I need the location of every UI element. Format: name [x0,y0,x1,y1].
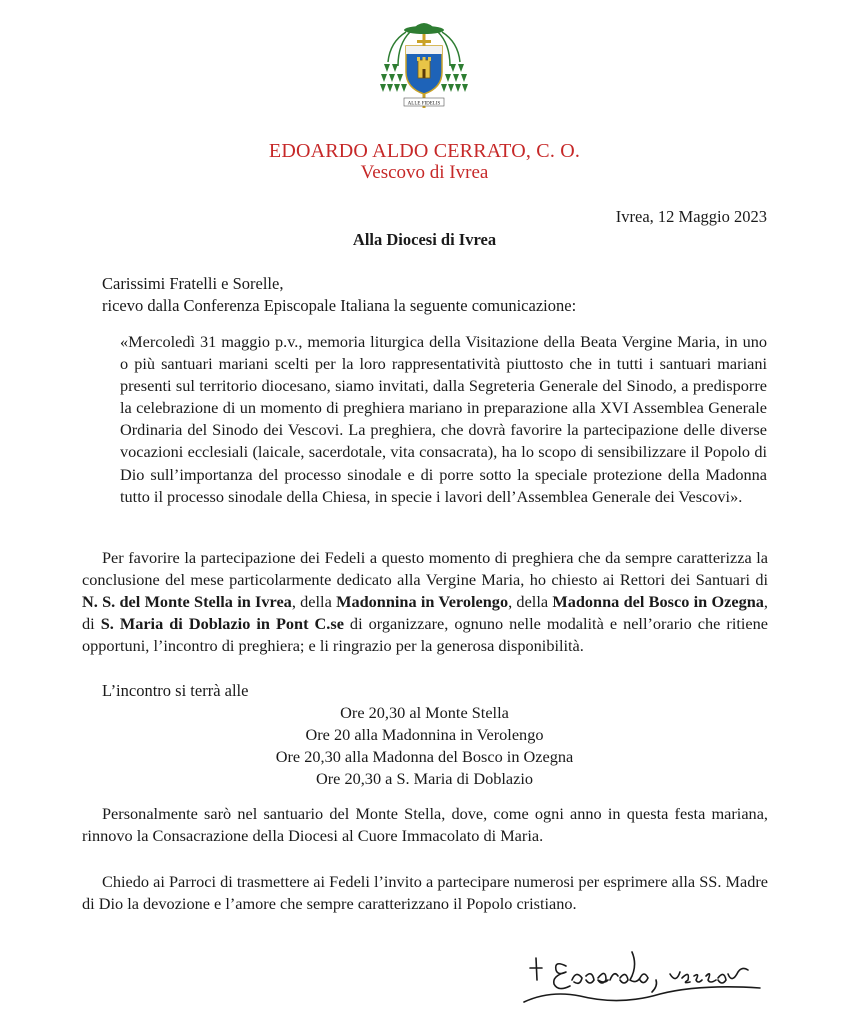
body-paragraph-consecration: Personalmente sarò nel santuario del Monte Stella, dove, come ogni anno in questa festa mariana, rinnovo la Consacrazione della Diocesi al Cuore Immacolato di Maria. [82,804,768,846]
schedule-intro: L’incontro si terrà alle [102,681,249,700]
bishop-name: EDOARDO ALDO CERRATO, C. O. [268,140,581,162]
schedule-list [0,702,849,790]
sanctuary-doblazio: S. Maria di Doblazio in Pont C.se [100,614,344,634]
schedule-item: Ore 20,30 al Monte Stella [340,703,509,722]
intro-line: ricevo dalla Conferenza Episcopale Italiana la seguente comunicazione: [102,296,577,315]
schedule-item: Ore 20 alla Madonnina in Verolengo [305,725,544,745]
schedule-item: Ore 20,30 a S. Maria di Doblazio [315,769,534,789]
cei-quote-paragraph: «Mercoledì 31 maggio p.v., memoria liturgica della Visitazione della Beata Vergine Maria, in uno o più santuari mariani scelti per la loro rappresentatività piuttosto che in tutti i santuari mariani presenti sul territorio diocesano, siamo invitati, dalla Segreteria Generale del Sinodo, a predisporre la celebrazione di un momento di preghiera mariano in preparazione alla XVI Assemblea Generale Ordinaria del Sinodo dei Vescovi. La preghiera, che dovrà favorire la partecipazione delle diverse vocazioni ecclesiali (laicale, sacerdotale, vita consacrata), ha lo scopo di sensibilizzare il Popolo di Dio sull’importanza del processo sinodale e di porre sotto la speciale protezione della Madonna tutto il processo sinodale della Chiesa, in specie i lavori dell’Assemblea Generale dei Vescovi». [120,332,767,506]
schedule-item: Ore 20,30 alla Madonna del Bosco in Ozegna [275,747,574,767]
coat-of-arms-icon [376,14,472,124]
handwritten-signature [510,940,770,1015]
letter-addressee: Alla Diocesi di Ivrea [352,230,497,249]
letter-date: Ivrea, 12 Maggio 2023 [615,207,767,226]
svg-text:ALLE FIDELIS: ALLE FIDELIS [407,101,441,107]
sanctuary-verolengo: Madonnina in Verolengo [336,592,509,612]
sanctuary-ozegna: Madonna del Bosco in Ozegna [552,592,764,612]
salutation: Carissimi Fratelli e Sorelle, [102,274,284,293]
bishop-title: Vescovo di Ivrea [360,162,489,183]
body-paragraph-sanctuaries: Per favorire la partecipazione dei Fedeli a questo momento di preghiera che da sempre caratterizza la conclusione del mese particolarmente dedicato alla Vergine Maria, ho chiesto ai Rettori dei Santuari di N. S. del Monte Stella in Ivrea, della Madonnina in Verolengo, della Madonna del Bosco in Ozegna, di S. Maria di Doblazio in Pont C.se di organizzare, ognuno nelle modalità e nell’orario che ritiene opportuni, l’incontro di preghiera; e li ringrazio per la generosa disponibilità. [82,548,768,656]
sanctuary-monte-stella: N. S. del Monte Stella in Ivrea [82,592,292,612]
body-paragraph-request: Chiedo ai Parroci di trasmettere ai Fedeli l’invito a partecipare numerosi per esprimere alla SS. Madre di Dio la devozione e l’amore che sempre caratterizzano il Popolo cristiano. [82,872,768,914]
